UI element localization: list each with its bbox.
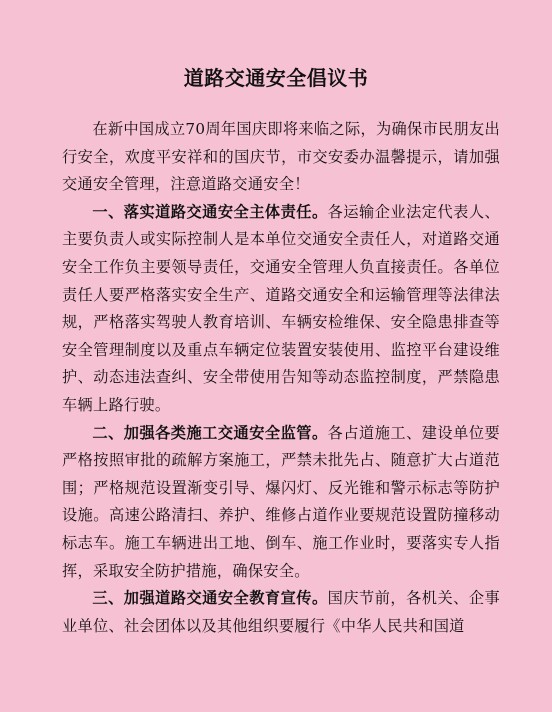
document-title: 道路交通安全倡议书 bbox=[183, 66, 369, 90]
document-body bbox=[62, 116, 500, 640]
section-1 bbox=[62, 199, 500, 420]
section-3-body: 国庆节前，各机关、企事业单位、社会团体以及其他组织要履行《中华人民共和国道 bbox=[62, 589, 500, 635]
section-1-body: 各运输企业法定代表人、主要负责人或实际控制人是本单位交通安全责任人，对道路交通安全工作负主要领导责任，交通安全管理人负直接责任。各单位责任人要严格落实安全生产、道路交通安全和运输管理等法律法规，严格落实驾驶人教育培训、车辆安检维保、安全隐患排查等安全管理制度以及重点车辆定位装置安装使用、监控平台建设维护、动态违法查纠、安全带使用告知等动态监控制度，严禁隐患车辆上路行驶。 bbox=[62, 202, 500, 414]
section-1-heading: 一、落实道路交通安全主体责任。 bbox=[92, 202, 328, 221]
section-2-body: 各占道施工、建设单位要严格按照审批的疏解方案施工，严禁未批先占、随意扩大占道范围；严格规范设置渐变引导、爆闪灯、反光锥和警示标志等防护设施。高速公路清扫、养护、维修占道作业要规范设置防撞移动标志车。施工车辆进出工地、倒车、施工作业时，要落实专人指挥，采取安全防护措施，确保安全。 bbox=[62, 423, 500, 580]
section-2-heading: 二、加强各类施工交通安全监管。 bbox=[92, 423, 328, 442]
section-2 bbox=[62, 420, 500, 586]
section-3-heading: 三、加强道路交通安全教育宣传。 bbox=[92, 589, 328, 608]
intro-paragraph: 在新中国成立70周年国庆即将来临之际，为确保市民朋友出行安全，欢度平安祥和的国庆节，市交安委办温馨提示，请加强交通安全管理，注意道路交通安全！ bbox=[62, 120, 500, 194]
section-3 bbox=[62, 585, 500, 640]
